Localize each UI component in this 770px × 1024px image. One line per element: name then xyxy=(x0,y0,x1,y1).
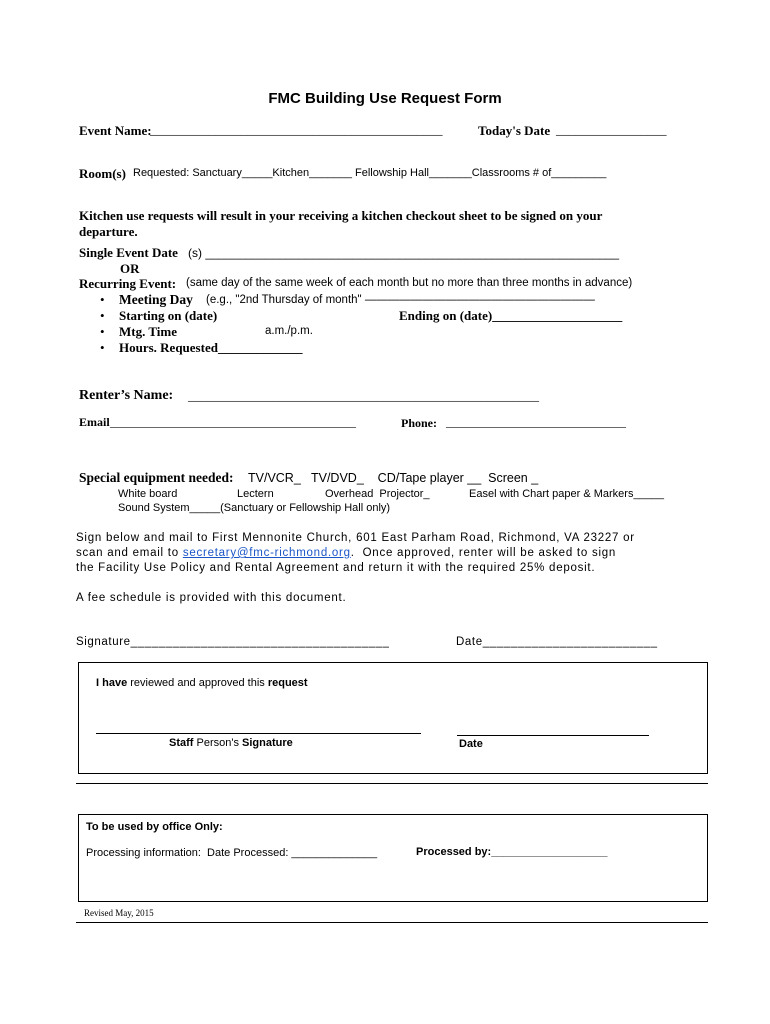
easel-option[interactable]: Easel with Chart paper & Markers_____ xyxy=(469,488,665,500)
rooms-requested-text[interactable]: Requested: Sanctuary_____Kitchen_______ Fellowship Hall_______Classrooms # of_________ xyxy=(133,167,607,179)
form-title: FMC Building Use Request Form xyxy=(268,90,502,107)
staff-label-b: Person's xyxy=(193,737,243,749)
staff-label-a: Staff xyxy=(169,737,194,749)
approval-statement xyxy=(96,677,308,689)
mail-instructions-line-3: the Facility Use Policy and Rental Agreement and return it with the required 25% deposit. xyxy=(76,562,596,574)
lectern-option[interactable]: Lectern xyxy=(237,488,274,500)
mail-instructions-line-1: Sign below and mail to First Mennonite Church, 601 East Parham Road, Richmond, VA 23227 or xyxy=(76,532,635,544)
renter-name-field[interactable]: ______________________________________________________ xyxy=(188,388,539,403)
phone-field[interactable]: ______________________________ xyxy=(446,415,626,429)
event-name-label: Event Name: xyxy=(79,123,152,138)
approval-text-rest: reviewed and approved this xyxy=(127,677,268,689)
processed-by-field[interactable]: Processed by:___________________ xyxy=(416,846,608,858)
bullet-icon: • xyxy=(100,340,105,355)
equipment-options-line-1[interactable]: TV/VCR_ TV/DVD_ CD/Tape player __ Screen _ xyxy=(248,471,539,485)
approval-text-bold: I have xyxy=(96,677,128,689)
bullet-icon: • xyxy=(100,308,105,323)
mail-instructions-line-2 xyxy=(76,547,616,559)
signature-date-field[interactable]: Date_________________________ xyxy=(456,636,658,648)
footer-rule xyxy=(76,922,708,923)
special-equipment-label: Special equipment needed: xyxy=(79,470,234,485)
section-divider xyxy=(76,783,708,784)
date-processed-field[interactable]: Processing information: Date Processed: ______________ xyxy=(86,847,378,859)
sound-system-option[interactable]: Sound System_____(Sanctuary or Fellowship Hall only) xyxy=(118,502,391,514)
meeting-day-label: Meeting Day xyxy=(119,292,193,307)
starting-on-label[interactable]: Starting on (date) xyxy=(119,308,218,323)
office-use-box xyxy=(78,814,708,902)
office-use-title: To be used by office Only: xyxy=(86,821,223,833)
revised-date-note: Revised May, 2015 xyxy=(84,908,154,918)
staff-date-line[interactable] xyxy=(457,735,649,736)
single-event-label: Single Event Date xyxy=(79,245,178,260)
staff-date-label: Date xyxy=(459,738,483,750)
recurring-event-label: Recurring Event: xyxy=(79,276,177,291)
email-field[interactable]: _________________________________________ xyxy=(110,415,356,429)
staff-approval-box xyxy=(78,662,708,774)
kitchen-note-line-2: departure. xyxy=(79,224,138,239)
overhead-projector-option[interactable]: Overhead Projector_ xyxy=(325,488,430,500)
staff-signature-label xyxy=(169,737,293,749)
event-name-field[interactable]: _____________________________________________ xyxy=(150,122,443,137)
todays-date-label: Today's Date xyxy=(478,123,551,138)
hours-requested-field[interactable]: Hours. Requested_____________ xyxy=(119,340,303,355)
ending-on-field[interactable]: Ending on (date)____________________ xyxy=(399,308,623,323)
email-label: Email xyxy=(79,415,110,429)
fee-schedule-note: A fee schedule is provided with this document. xyxy=(76,592,347,604)
secretary-email-link[interactable]: secretary@fmc-richmond.org xyxy=(182,547,351,559)
white-board-option[interactable]: White board xyxy=(118,488,178,500)
meeting-day-field[interactable]: (e.g., "2nd Thursday of month" ———————————————————— xyxy=(206,294,595,306)
bullet-icon: • xyxy=(100,292,105,307)
am-pm-label: a.m./p.m. xyxy=(265,325,313,337)
staff-signature-line[interactable] xyxy=(96,733,421,734)
signature-field[interactable]: Signature_____________________________________ xyxy=(76,636,390,648)
mtg-time-label[interactable]: Mtg. Time xyxy=(119,324,178,339)
rooms-label: Room(s) xyxy=(79,166,126,181)
bullet-icon: • xyxy=(100,324,105,339)
phone-label: Phone: xyxy=(401,416,437,430)
todays-date-field[interactable]: _________________ xyxy=(556,122,667,137)
single-event-field[interactable]: (s) ______________________________________________________________ xyxy=(188,246,620,260)
approval-text-bold-2: request xyxy=(267,677,308,689)
mail-text-suffix: . Once approved, renter will be asked to sign xyxy=(350,547,617,559)
renter-name-label: Renter’s Name: xyxy=(79,388,174,403)
kitchen-note-line-1: Kitchen use requests will result in your receiving a kitchen checkout sheet to be signed on your xyxy=(79,208,603,223)
or-label: OR xyxy=(120,261,140,276)
staff-label-c: Signature xyxy=(242,737,293,749)
recurring-event-text: (same day of the same week of each month but no more than three months in advance) xyxy=(186,277,633,289)
mail-text-prefix: scan and email to xyxy=(76,547,183,559)
